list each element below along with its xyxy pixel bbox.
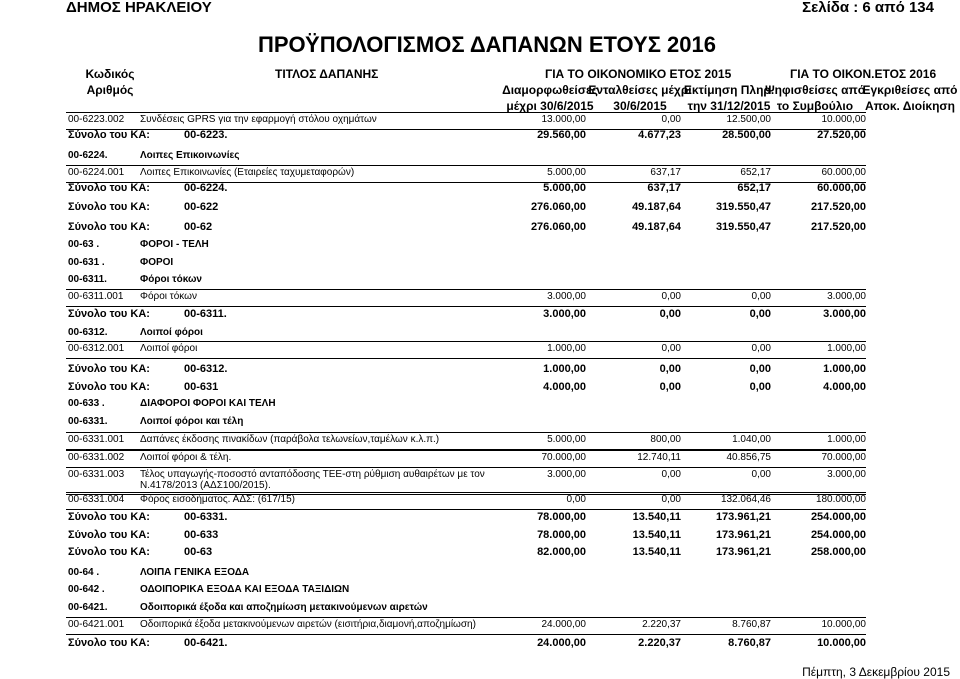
value-psifistheises: 3.000,00	[827, 291, 866, 302]
total-label: Σύνολο του ΚΑ:	[68, 129, 150, 141]
value-entaltheises: 0,00	[659, 308, 681, 320]
value-ektimisi: 319.550,47	[715, 201, 771, 213]
value-psifistheises: 10.000,00	[817, 637, 866, 649]
total-code: 00-6331.	[184, 511, 228, 523]
row-description: Τέλος υπαγωγής-ποσοστό ανταπόδοσης ΤΕΕ-στη ρύθμιση αυθαιρέτων με τον	[140, 469, 485, 480]
value-psifistheises: 254.000,00	[810, 511, 866, 523]
value-diamorfotheises: 3.000,00	[543, 308, 586, 320]
value-entaltheises: 13.540,11	[632, 529, 681, 541]
value-entaltheises: 0,00	[659, 381, 681, 393]
total-row	[0, 380, 960, 397]
col-c4-line1: Ψηφισθείσες από	[764, 83, 866, 97]
row-code: 00-6331.003	[68, 469, 125, 480]
value-psifistheises: 217.520,00	[810, 221, 866, 233]
value-ektimisi: 0,00	[751, 469, 771, 480]
row-code: 00-6421.	[68, 602, 108, 613]
total-code: 00-6312.	[184, 363, 228, 375]
value-entaltheises: 0,00	[661, 494, 681, 505]
row-top-border	[66, 432, 866, 433]
row-code: 00-6331.004	[68, 494, 125, 505]
row-code: 00-6311.	[68, 274, 107, 285]
total-code: 00-622	[184, 201, 219, 213]
col-c3-line1: Εκτίμηση Πληρ.	[683, 83, 775, 97]
value-psifistheises: 1.000,00	[827, 343, 866, 354]
value-diamorfotheises: 276.060,00	[530, 221, 586, 233]
value-ektimisi: 0,00	[749, 381, 771, 393]
total-row	[0, 181, 960, 198]
value-entaltheises: 0,00	[661, 291, 681, 302]
value-entaltheises: 637,17	[650, 167, 681, 178]
table-row	[0, 467, 960, 491]
total-row	[0, 307, 960, 324]
row-code: 00-6331.001	[68, 434, 125, 445]
row-top-border	[66, 617, 866, 618]
row-description: ΔΙΑΦΟΡΟΙ ΦΟΡΟΙ ΚΑΙ ΤΕΛΗ	[140, 398, 276, 409]
row-bottom-border	[66, 358, 866, 359]
value-psifistheises: 10.000,00	[821, 114, 866, 125]
row-description: Οδοιπορικά έξοδα μετακινούμενων αιρετών (εισιτήρια,διαμονή,αποζημίωση)	[140, 619, 476, 630]
total-row	[0, 362, 960, 379]
value-ektimisi: 0,00	[751, 343, 771, 354]
value-entaltheises: 13.540,11	[632, 511, 681, 523]
value-entaltheises: 0,00	[661, 469, 681, 480]
footer-date: Πέμπτη, 3 Δεκεμβρίου 2015	[802, 665, 950, 679]
row-bottom-border	[66, 509, 866, 510]
total-code: 00-6421.	[184, 637, 228, 649]
value-entaltheises: 13.540,11	[632, 546, 681, 558]
value-ektimisi: 173.961,21	[715, 529, 771, 541]
total-label: Σύνολο του ΚΑ:	[68, 637, 150, 649]
col-fy2015: ΓΙΑ ΤΟ ΟΙΚΟΝΟΜΙΚΟ ΕΤΟΣ 2015	[545, 67, 732, 81]
row-code: 00-6224.	[68, 150, 108, 161]
value-ektimisi: 1.040,00	[732, 434, 771, 445]
value-diamorfotheises: 82.000,00	[537, 546, 586, 558]
value-psifistheises: 1.000,00	[823, 363, 866, 375]
value-diamorfotheises: 1.000,00	[547, 343, 586, 354]
section-heading-row	[0, 148, 960, 165]
row-top-border	[66, 341, 866, 342]
total-label: Σύνολο του ΚΑ:	[68, 221, 150, 233]
section-heading-row	[0, 272, 960, 289]
total-row	[0, 128, 960, 145]
total-code: 00-6311.	[184, 308, 227, 320]
value-diamorfotheises: 1.000,00	[543, 363, 586, 375]
row-code: 00-64 .	[68, 567, 100, 578]
value-diamorfotheises: 29.560,00	[537, 129, 586, 141]
total-label: Σύνολο του ΚΑ:	[68, 182, 150, 194]
col-c2-line1: Ενταλθείσες μέχρι	[588, 83, 692, 97]
row-code: 00-6331.002	[68, 452, 125, 463]
section-heading-row	[0, 600, 960, 617]
row-code: 00-631 .	[68, 257, 105, 268]
value-ektimisi: 0,00	[751, 291, 771, 302]
value-psifistheises: 3.000,00	[827, 469, 866, 480]
total-row	[0, 220, 960, 237]
total-label: Σύνολο του ΚΑ:	[68, 381, 150, 393]
row-code: 00-6421.001	[68, 619, 125, 630]
value-ektimisi: 8.760,87	[732, 619, 771, 630]
value-ektimisi: 652,17	[740, 167, 771, 178]
total-code: 00-62	[184, 221, 213, 233]
row-bottom-border	[66, 634, 866, 635]
col-code-line2: Αριθμός	[86, 83, 134, 97]
row-bottom-border	[66, 306, 866, 307]
value-entaltheises: 0,00	[661, 114, 681, 125]
col-desc: ΤΙΤΛΟΣ ΔΑΠΑΝΗΣ	[275, 67, 379, 81]
value-psifistheises: 254.000,00	[810, 529, 866, 541]
total-label: Σύνολο του ΚΑ:	[68, 201, 150, 213]
row-code: 00-6224.001	[68, 167, 125, 178]
row-code: 00-6312.001	[68, 343, 125, 354]
total-row	[0, 200, 960, 217]
col-fy2016: ΓΙΑ ΤΟ ΟΙΚΟΝ.ΕΤΟΣ 2016	[790, 67, 937, 81]
total-row	[0, 636, 960, 653]
col-c3-line2: την 31/12/2015	[687, 99, 771, 113]
col-c1-line1: Διαμορφωθείσες	[502, 83, 598, 97]
value-diamorfotheises: 70.000,00	[541, 452, 586, 463]
value-diamorfotheises: 3.000,00	[547, 291, 586, 302]
row-top-border	[66, 112, 866, 113]
value-entaltheises: 800,00	[650, 434, 681, 445]
total-row	[0, 545, 960, 562]
row-description: ΟΔΟΙΠΟΡΙΚΑ ΕΞΟΔΑ ΚΑΙ ΕΞΟΔΑ ΤΑΞΙΔΙΩΝ	[140, 584, 350, 595]
total-label: Σύνολο του ΚΑ:	[68, 511, 150, 523]
value-diamorfotheises: 3.000,00	[547, 469, 586, 480]
value-ektimisi: 8.760,87	[728, 637, 771, 649]
row-code: 00-6223.002	[68, 114, 125, 125]
table-row	[0, 450, 960, 467]
col-c5-line2: Αποκ. Διοίκηση	[865, 99, 955, 113]
value-psifistheises: 1.000,00	[827, 434, 866, 445]
value-ektimisi: 0,00	[749, 308, 771, 320]
row-description: Λοιποί φόροι	[140, 343, 198, 354]
section-heading-row	[0, 255, 960, 272]
total-code: 00-63	[184, 546, 213, 558]
row-bottom-border	[66, 129, 866, 130]
value-ektimisi: 28.500,00	[722, 129, 771, 141]
value-psifistheises: 258.000,00	[810, 546, 866, 558]
row-bottom-border	[66, 182, 866, 183]
value-entaltheises: 12.740,11	[637, 452, 681, 463]
value-entaltheises: 4.677,23	[638, 129, 681, 141]
page-number: Σελίδα : 6 από 134	[802, 0, 934, 16]
value-psifistheises: 3.000,00	[823, 308, 866, 320]
row-bottom-border	[66, 494, 866, 495]
col-c5-line1: Εγκριθείσες από	[862, 83, 958, 97]
value-ektimisi: 173.961,21	[715, 511, 771, 523]
row-description: Λοιπες Επικοινωνίες (Εταιρείες ταχυμεταφορών)	[140, 167, 355, 178]
row-description: Λοιποί φόροι & τέλη.	[140, 452, 232, 463]
row-code: 00-642 .	[68, 584, 105, 595]
value-psifistheises: 4.000,00	[823, 381, 866, 393]
value-diamorfotheises: 24.000,00	[541, 619, 586, 630]
value-diamorfotheises: 5.000,00	[543, 182, 586, 194]
table-row	[0, 617, 960, 634]
row-top-border	[66, 289, 866, 290]
col-c4	[760, 82, 870, 114]
row-description: Λοιποί φόροι	[140, 327, 203, 338]
total-code: 00-633	[184, 529, 219, 541]
total-row	[0, 510, 960, 527]
row-description-line2: Ν.4178/2013 (ΑΔΣ100/2015).	[140, 480, 271, 491]
total-row	[0, 528, 960, 545]
value-diamorfotheises: 78.000,00	[537, 529, 586, 541]
value-entaltheises: 2.220,37	[642, 619, 681, 630]
total-code: 00-6224.	[184, 182, 228, 194]
value-psifistheises: 217.520,00	[810, 201, 866, 213]
row-description: Φόροι τόκων	[140, 274, 202, 285]
municipality-name: ΔΗΜΟΣ ΗΡΑΚΛΕΙΟΥ	[66, 0, 212, 16]
value-ektimisi: 652,17	[737, 182, 771, 194]
total-label: Σύνολο του ΚΑ:	[68, 363, 150, 375]
total-label: Σύνολο του ΚΑ:	[68, 546, 150, 558]
section-heading-row	[0, 325, 960, 342]
row-top-border	[66, 492, 866, 493]
row-description: ΛΟΙΠΑ ΓΕΝΙΚΑ ΕΞΟΔΑ	[140, 567, 250, 578]
value-diamorfotheises: 5.000,00	[547, 434, 586, 445]
table-row	[0, 165, 960, 182]
value-ektimisi: 40.856,75	[726, 452, 771, 463]
row-top-border	[66, 450, 866, 451]
value-entaltheises: 0,00	[661, 343, 681, 354]
row-description: Οδοιπορικά έξοδα και αποζημίωση μετακινούμενων αιρετών	[140, 602, 428, 613]
value-psifistheises: 10.000,00	[821, 619, 866, 630]
total-label: Σύνολο του ΚΑ:	[68, 529, 150, 541]
row-description: Λοιποί φόροι και τέλη	[140, 416, 244, 427]
table-row	[0, 432, 960, 449]
value-entaltheises: 637,17	[647, 182, 681, 194]
value-ektimisi: 173.961,21	[715, 546, 771, 558]
col-code	[80, 66, 140, 98]
value-diamorfotheises: 276.060,00	[530, 201, 586, 213]
value-psifistheises: 60.000,00	[821, 167, 866, 178]
table-row	[0, 112, 960, 129]
row-code: 00-63 .	[68, 239, 100, 250]
value-entaltheises: 49.187,64	[632, 201, 681, 213]
row-description: Φόρος εισοδήματος. ΑΔΣ: (617/15)	[140, 494, 295, 505]
value-psifistheises: 60.000,00	[817, 182, 866, 194]
value-diamorfotheises: 4.000,00	[543, 381, 586, 393]
value-diamorfotheises: 24.000,00	[537, 637, 586, 649]
col-c5	[855, 82, 960, 114]
row-description: ΦΟΡΟΙ - ΤΕΛΗ	[140, 239, 209, 250]
row-code: 00-6331.	[68, 416, 108, 427]
col-c1-line2: μέχρι 30/6/2015	[506, 99, 594, 113]
value-psifistheises: 27.520,00	[817, 129, 866, 141]
value-ektimisi: 12.500,00	[726, 114, 771, 125]
value-entaltheises: 49.187,64	[632, 221, 681, 233]
row-top-border	[66, 165, 866, 166]
col-c4-line2: το Συμβούλιο	[776, 99, 854, 113]
section-heading-row	[0, 582, 960, 599]
section-heading-row	[0, 237, 960, 254]
value-entaltheises: 0,00	[659, 363, 681, 375]
section-heading-row	[0, 414, 960, 431]
row-description: Λοιπες Επικοινωνίες	[140, 150, 240, 161]
col-code-line1: Κωδικός	[85, 67, 135, 81]
value-diamorfotheises: 5.000,00	[547, 167, 586, 178]
row-code: 00-6311.001	[68, 291, 124, 302]
document-title: ΠΡΟΫΠΟΛΟΓΙΣΜΟΣ ΔΑΠΑΝΩΝ ΕΤΟΥΣ 2016	[258, 32, 716, 57]
value-diamorfotheises: 13.000,00	[541, 114, 586, 125]
value-diamorfotheises: 0,00	[566, 494, 586, 505]
total-code: 00-631	[184, 381, 219, 393]
table-row	[0, 289, 960, 306]
value-psifistheises: 180.000,00	[815, 494, 866, 505]
row-description: Συνδέσεις GPRS για την εφαρμογή στόλου οχημάτων	[140, 114, 377, 125]
section-heading-row	[0, 396, 960, 413]
total-label: Σύνολο του ΚΑ:	[68, 308, 150, 320]
row-description: ΦΟΡΟΙ	[140, 257, 174, 268]
total-code: 00-6223.	[184, 129, 228, 141]
col-c2-line2: 30/6/2015	[613, 99, 667, 113]
value-ektimisi: 319.550,47	[715, 221, 771, 233]
value-ektimisi: 0,00	[749, 363, 771, 375]
row-code: 00-6312.	[68, 327, 108, 338]
row-code: 00-633 .	[68, 398, 105, 409]
value-entaltheises: 2.220,37	[638, 637, 681, 649]
value-psifistheises: 70.000,00	[821, 452, 866, 463]
row-description: Δαπάνες έκδοσης πινακίδων (παράβολα τελωνείων,ταμέλων κ.λ.π.)	[140, 434, 440, 445]
value-diamorfotheises: 78.000,00	[537, 511, 586, 523]
value-ektimisi: 132.064,46	[720, 494, 771, 505]
row-top-border	[66, 467, 866, 468]
row-description: Φόροι τόκων	[140, 291, 197, 302]
section-heading-row	[0, 565, 960, 582]
table-row	[0, 341, 960, 358]
